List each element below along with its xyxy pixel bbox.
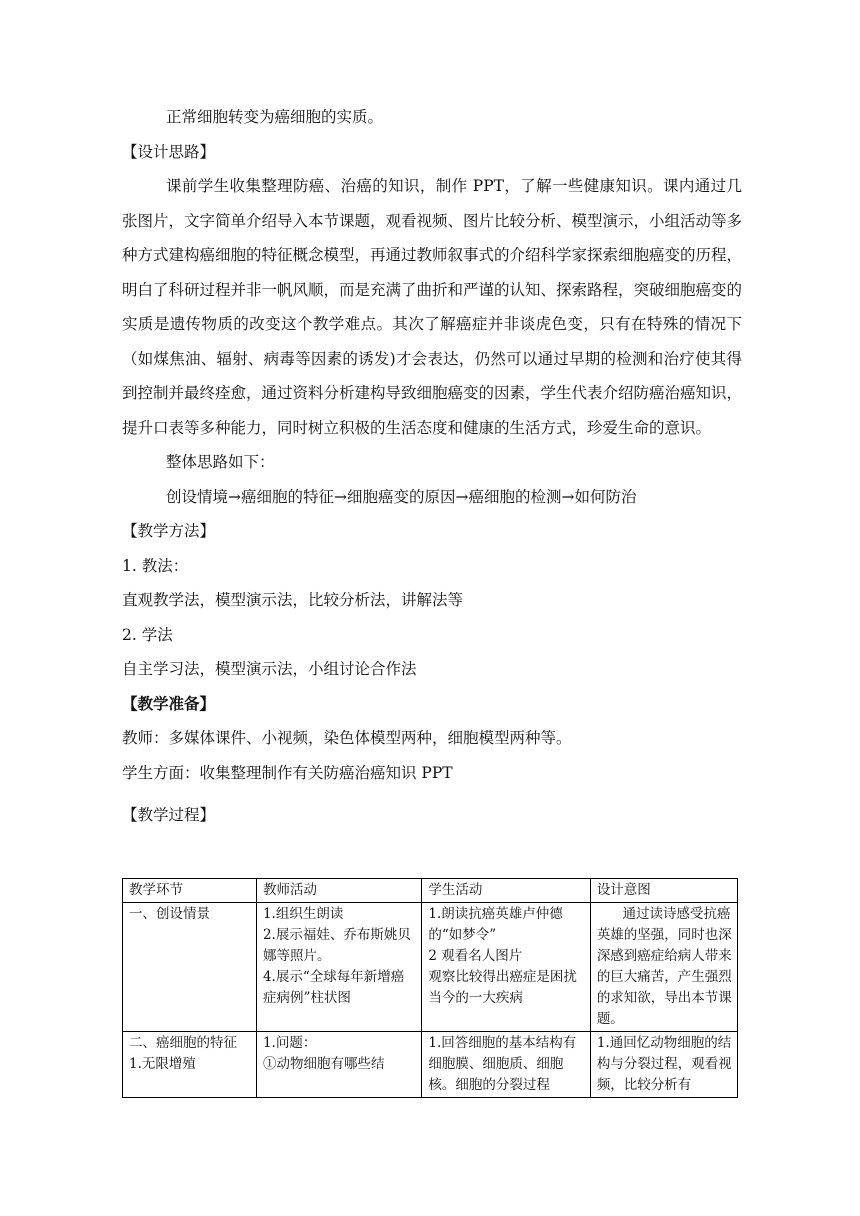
table-cell-intent: 1.通回忆动物细胞的结构与分裂过程，观看视频，比较分析有	[590, 1032, 737, 1098]
prep-student: 学生方面：收集整理制作有关防癌治癌知识 PPT	[122, 763, 453, 782]
method-1-text: 直观教学法，模型演示法，比较分析法，讲解法等	[122, 591, 464, 609]
cell-line: 1.朗读抗癌英雄卢仲德的“如梦令”	[428, 906, 563, 943]
paragraph-flow: 创设情境→癌细胞的特征→细胞癌变的原因→癌细胞的检测→如何防治	[166, 487, 637, 506]
table-header-cell: 教学环节	[123, 879, 257, 903]
table-header-row	[123, 879, 738, 903]
cell-line: 1.组织生朗读	[262, 906, 344, 922]
method-2-title: 2. 学法	[122, 625, 173, 644]
table-header-cell: 教师活动	[256, 879, 421, 903]
paragraph-overall: 整体思路如下：	[166, 453, 275, 471]
table-row	[123, 903, 738, 1032]
table-cell-stage	[123, 1032, 257, 1098]
cell-line: ①动物细胞有哪些结	[262, 1056, 385, 1072]
document-body	[122, 100, 742, 833]
paragraph-design-idea: 课前学生收集整理防癌、治癌的知识，制作 PPT，了解一些健康知识。课内通过几张图片，文字简单介绍导入本节课题，观看视频、图片比较分析、模型演示，小组活动等多种方式建构癌细胞的特征概念模型，再通过教师叙事式的介绍科学家探索细胞癌变的历程，明白了科研过程并非一帆风顺，而是充满了曲折和严谨的认知、探索路程，突破细胞癌变的实质是遗传物质的改变这个教学难点。其次了解癌症并非谈虎色变，只有在特殊的情况下（如煤焦油、辐射、病毒等因素的诱发)才会表达，仍然可以通过早期的检测和治疗使其得到控制并最终痊愈，通过资料分析建构导致细胞癌变的因素，学生代表介绍防癌治癌知识，提升口表等多种能力，同时树立积极的生活态度和健康的生活方式，珍爱生命的意识。	[122, 177, 743, 437]
table-cell-teacher	[256, 903, 421, 1032]
paragraph-essence: 正常细胞转变为癌细胞的实质。	[166, 108, 384, 126]
table-row	[123, 1032, 738, 1098]
table-cell-intent	[590, 903, 737, 1032]
prep-teacher: 教师：多媒体课件、小视频，染色体模型两种，细胞模型两种等。	[122, 729, 572, 747]
method-2-text: 自主学习法，模型演示法，小组讨论合作法	[122, 660, 417, 678]
cell-line: 2 观看名人图片	[428, 948, 523, 964]
heading-design-idea: 【设计思路】	[122, 142, 216, 161]
cell-line: 二、癌细胞的特征	[129, 1035, 237, 1051]
heading-teaching-process: 【教学过程】	[122, 806, 216, 824]
heading-teaching-method: 【教学方法】	[122, 522, 216, 540]
heading-teaching-prep: 【教学准备】	[122, 693, 216, 713]
table-cell-student: 1.回答细胞的基本结构有细胞膜、细胞质、细胞核。细胞的分裂过程	[422, 1032, 590, 1098]
cell-line: 1.无限增殖	[129, 1056, 196, 1072]
table-cell-stage: 一、创设情景	[123, 903, 257, 1032]
cell-line: 观察比较得出癌症是困扰当今的一大疾病	[428, 969, 577, 1006]
teaching-process-table	[122, 878, 738, 1098]
cell-line: 通过读诗感受抗癌英雄的坚强，同时也深深感到癌症给病人带来的巨大痛苦，产生强烈的求知欲，导出本节课题。	[596, 906, 732, 1027]
table-cell-teacher	[256, 1032, 421, 1098]
method-1-title: 1. 教法：	[122, 556, 189, 575]
cell-line: 4.展示“全球每年新增癌症病例”柱状图	[262, 969, 405, 1006]
table-cell-student	[422, 903, 590, 1032]
cell-line: 1.问题：	[262, 1035, 317, 1051]
table-header-cell: 设计意图	[590, 879, 737, 903]
cell-line: 2.展示福娃、乔布斯姚贝娜等照片。	[262, 927, 411, 964]
table-header-cell: 学生活动	[422, 879, 590, 903]
